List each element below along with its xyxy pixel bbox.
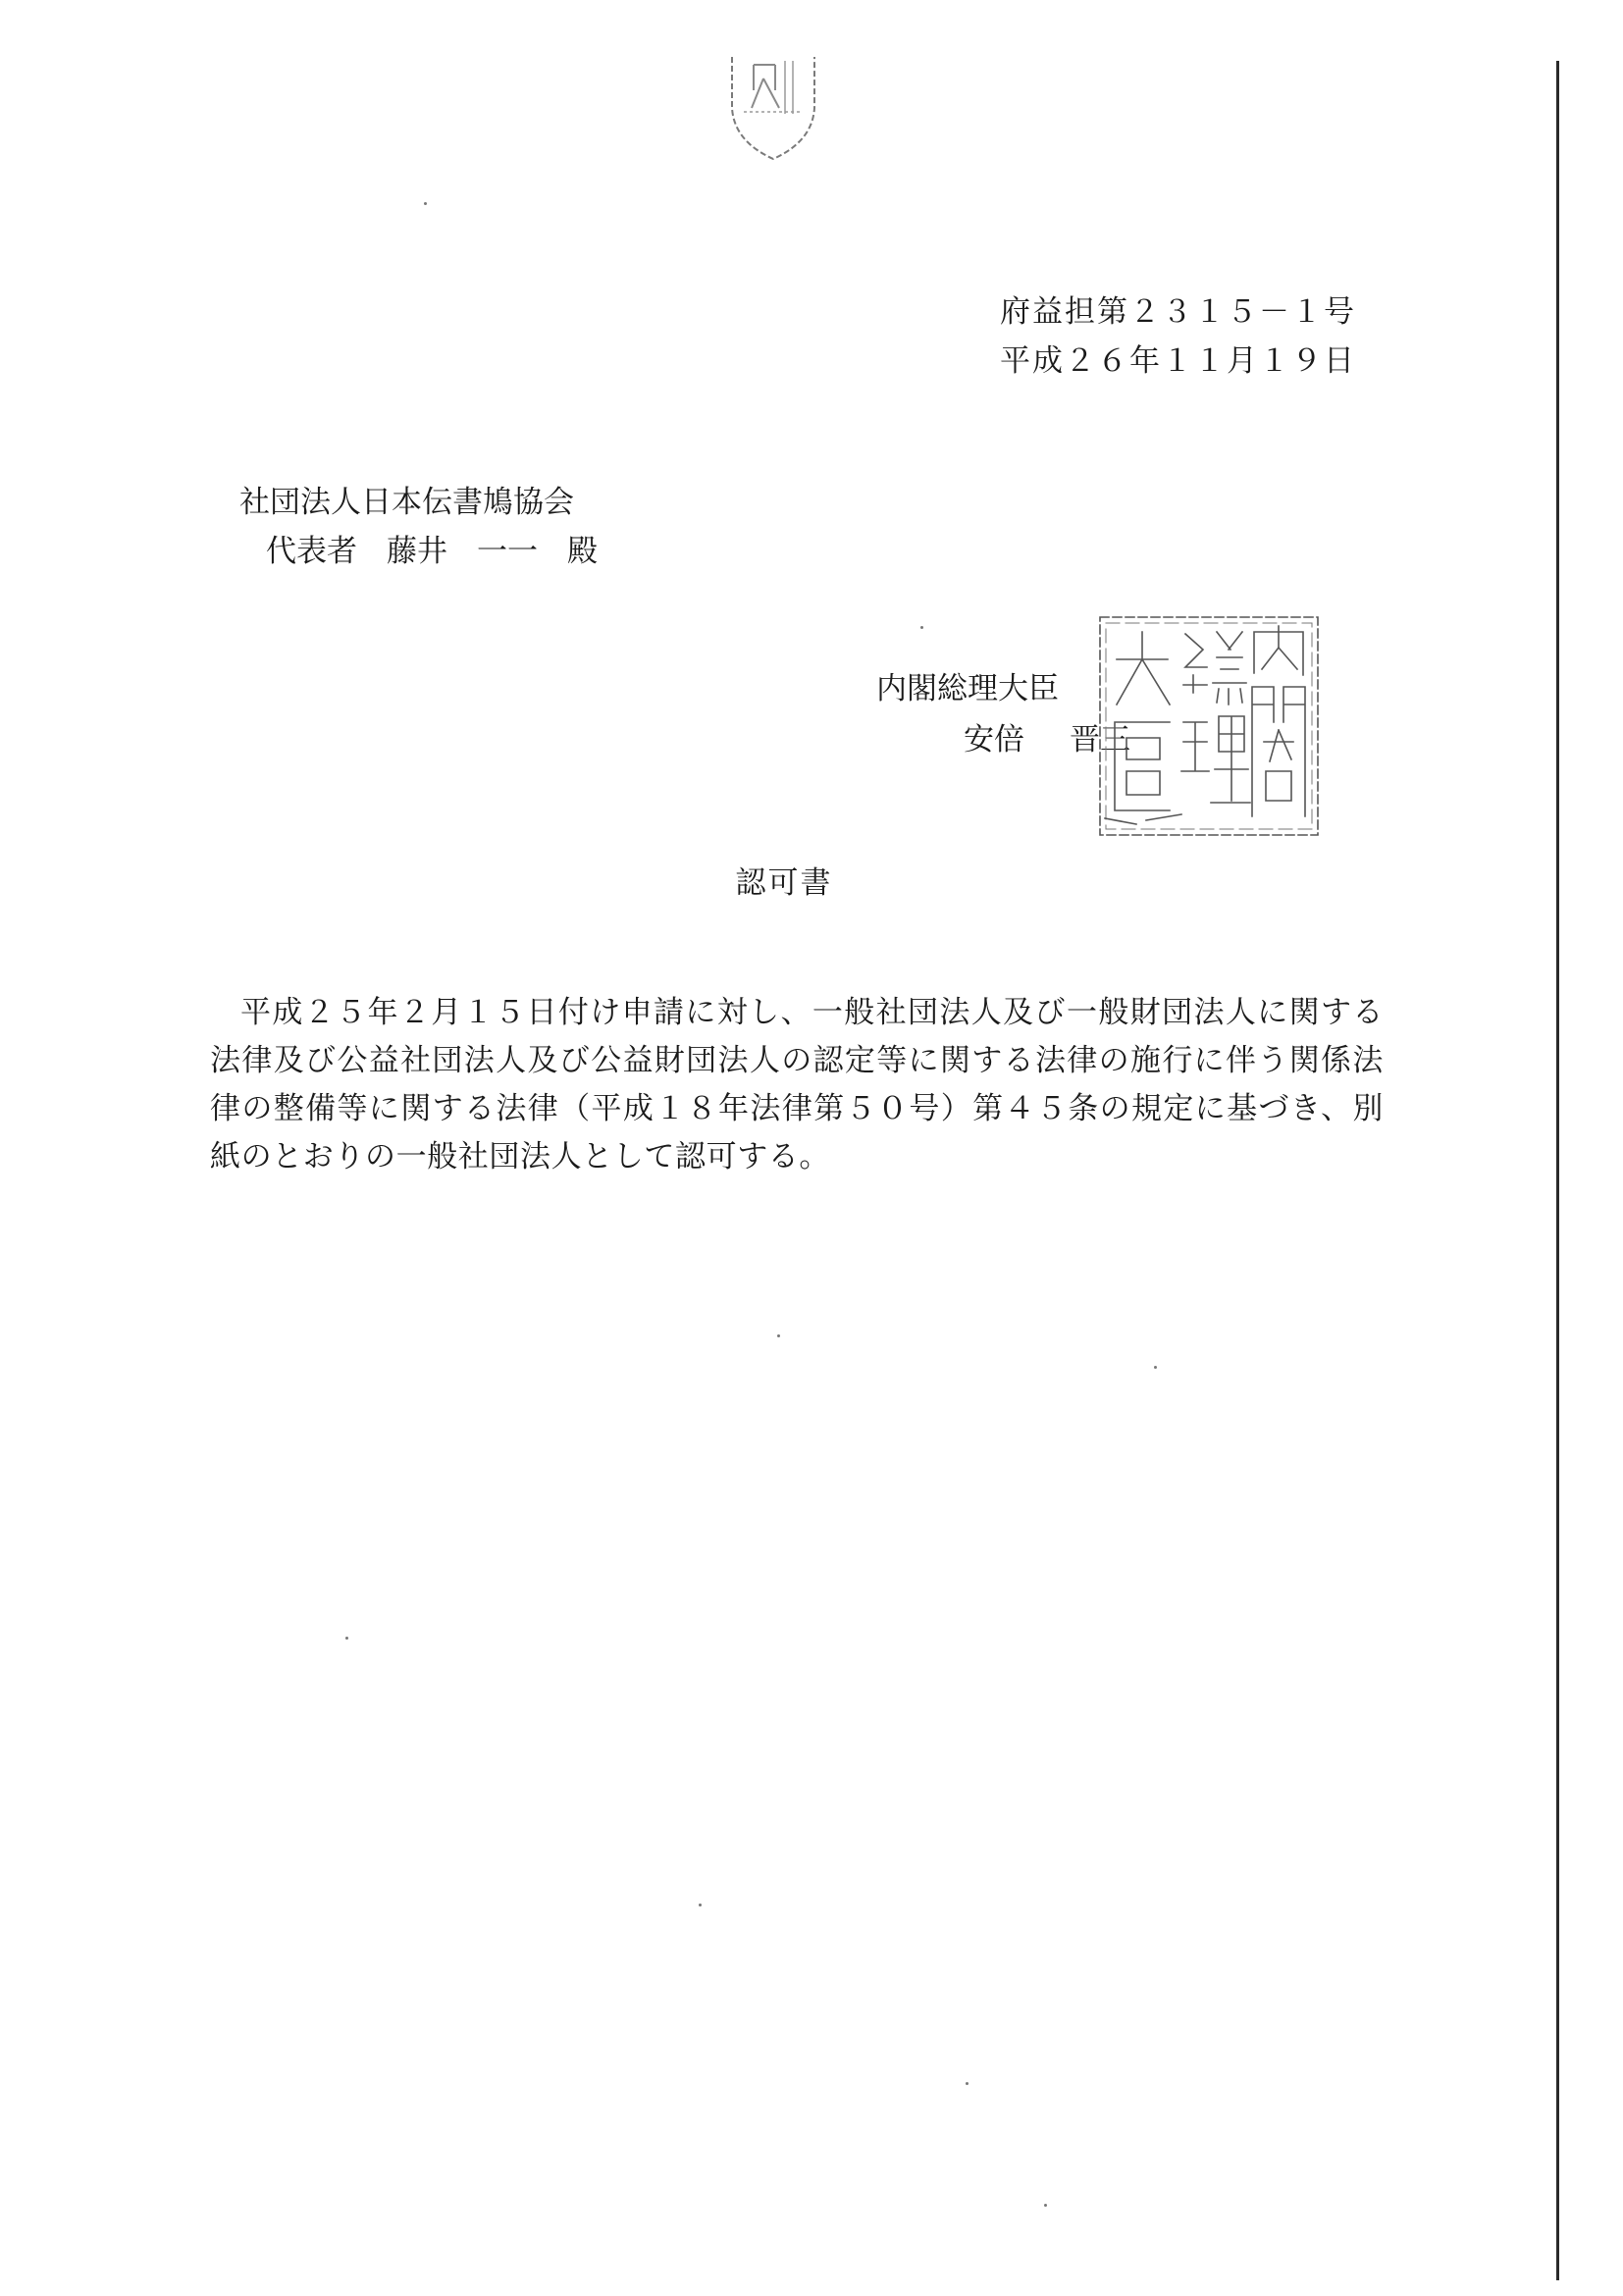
sender-given-name: 晋三	[1070, 722, 1130, 757]
document-title: 認可書	[735, 865, 833, 901]
representative-title: 代表者	[266, 534, 357, 569]
scan-speck	[1154, 1366, 1157, 1369]
document-number: 府益担第２３１５－１号	[1000, 294, 1356, 330]
scan-speck	[424, 202, 427, 205]
scan-edge-line	[1556, 61, 1559, 2280]
top-seal-icon	[724, 51, 822, 165]
scan-speck	[966, 2082, 969, 2085]
representative-name-part1: 藤井	[387, 534, 447, 569]
recipient-organization: 社団法人日本伝書鳩協会	[239, 485, 574, 520]
scan-speck	[345, 1637, 348, 1640]
scan-speck	[1044, 2204, 1047, 2207]
recipient-representative	[266, 526, 598, 570]
scan-speck	[699, 1904, 702, 1906]
sender-family-name: 安倍	[964, 722, 1024, 757]
sender-title: 内閣総理大臣	[876, 671, 1059, 706]
scan-speck	[777, 1334, 780, 1337]
official-seal-icon	[1097, 614, 1321, 838]
scan-speck	[920, 626, 923, 629]
representative-name-part2: 一一	[477, 534, 538, 569]
honorific: 殿	[567, 534, 598, 569]
document-date: 平成２６年１１月１９日	[1000, 343, 1356, 379]
document-body: 平成２５年２月１５日付け申請に対し、一般社団法人及び一般財団法人に関する法律及び公益社団法人及び公益財団法人の認定等に関する法律の施行に伴う関係法律の整備等に関する法律（平成１８年法律第５０号）第４５条の規定に基づき、別紙のとおりの一般社団法人として認可する。	[210, 995, 1384, 1174]
